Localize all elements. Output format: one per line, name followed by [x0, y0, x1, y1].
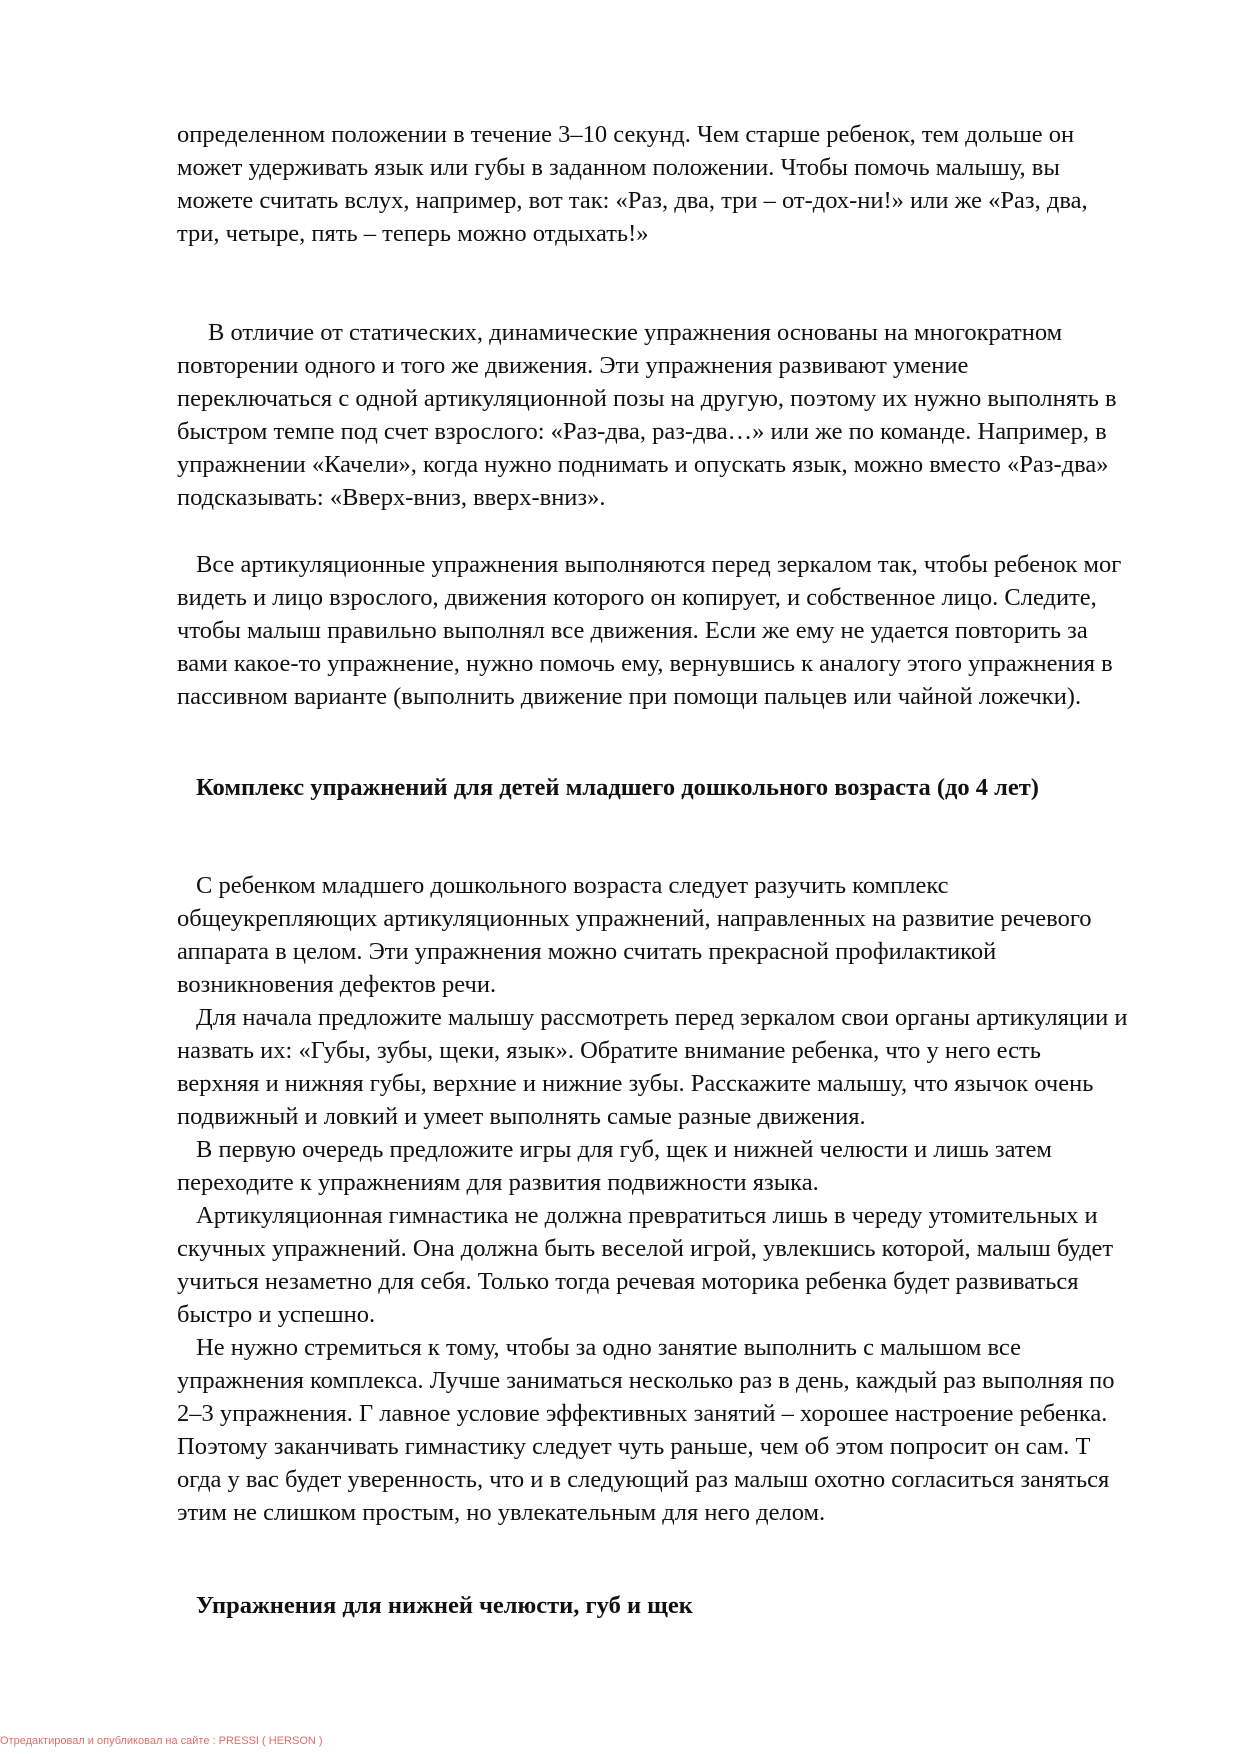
- text-line: вами какое-то упражнение, нужно помочь ему, вернувшись к аналогу этого упражнения в: [177, 650, 1113, 677]
- text-line: аппарата в целом. Эти упражнения можно считать прекрасной профилактикой: [177, 938, 997, 965]
- text-line: верхняя и нижняя губы, верхние и нижние зубы. Расскажите малышу, что язычок очень: [177, 1070, 1094, 1097]
- text-line: В первую очередь предложите игры для губ, щек и нижней челюсти и лишь затем: [196, 1136, 1052, 1163]
- text-line: пассивном варианте (выполнить движение при помощи пальцев или чайной ложечки).: [177, 683, 1082, 710]
- text-line: быстром темпе под счет взрослого: «Раз-два, раз-два…» или же по команде. Например, в: [177, 418, 1107, 445]
- text-line: скучных упражнений. Она должна быть веселой игрой, увлекшись которой, малыш будет: [177, 1235, 1114, 1262]
- text-line: подвижный и ловкий и умеет выполнять самые разные движения.: [177, 1103, 866, 1130]
- text-line: 2–3 упражнения. Г лавное условие эффективных занятий – хорошее настроение ребенка.: [177, 1400, 1108, 1427]
- paragraph-1: [177, 118, 1157, 250]
- text-line: С ребенком младшего дошкольного возраста следует разучить комплекс: [196, 872, 949, 899]
- section-heading-1: Комплекс упражнений для детей младшего дошкольного возраста (до 4 лет): [196, 774, 1039, 801]
- text-line: повторении одного и того же движения. Эти упражнения развивают умение: [177, 352, 969, 379]
- text-line: упражнения комплекса. Лучше заниматься несколько раз в день, каждый раз выполняя по: [177, 1367, 1115, 1394]
- text-line: В отличие от статических, динамические упражнения основаны на многократном: [208, 319, 1063, 346]
- text-line: упражнении «Качели», когда нужно поднимать и опускать язык, можно вместо «Раз-два»: [177, 451, 1109, 478]
- text-line: возникновения дефектов речи.: [177, 971, 497, 998]
- text-line: Артикуляционная гимнастика не должна превратиться лишь в череду утомительных и: [196, 1202, 1098, 1229]
- text-line: этим не слишком простым, но увлекательным для него делом.: [177, 1499, 826, 1526]
- footer-credit: Отредактировал и опубликовал на сайте : PRESSI ( HERSON ): [0, 1735, 323, 1747]
- text-line: может удерживать язык или губы в заданном положении. Чтобы помочь малышу, вы: [177, 154, 1060, 181]
- text-line: огда у вас будет уверенность, что и в следующий раз малыш охотно согласиться заняться: [177, 1466, 1110, 1493]
- text-line: Не нужно стремиться к тому, чтобы за одно занятие выполнить с малышом все: [196, 1334, 1021, 1361]
- paragraph-4: [177, 869, 1157, 1529]
- text-line: быстро и успешно.: [177, 1301, 376, 1328]
- text-line: определенном положении в течение 3–10 секунд. Чем старше ребенок, тем дольше он: [177, 121, 1075, 148]
- text-line: переходите к упражнениям для развития подвижности языка.: [177, 1169, 819, 1196]
- text-line: учиться незаметно для себя. Только тогда речевая моторика ребенка будет развиваться: [177, 1268, 1079, 1295]
- text-line: общеукрепляющих артикуляционных упражнений, направленных на развитие речевого: [177, 905, 1092, 932]
- text-line: назвать их: «Губы, зубы, щеки, язык». Обратите внимание ребенка, что у него есть: [177, 1037, 1041, 1064]
- text-line: Все артикуляционные упражнения выполняются перед зеркалом так, чтобы ребенок мог: [196, 551, 1122, 578]
- paragraph-2: [177, 316, 1157, 514]
- text-line: чтобы малыш правильно выполнял все движения. Если же ему не удается повторить за: [177, 617, 1088, 644]
- text-line: Для начала предложите малышу рассмотреть перед зеркалом свои органы артикуляции и: [196, 1004, 1128, 1031]
- section-heading-2: Упражнения для нижней челюсти, губ и щек: [196, 1592, 693, 1619]
- text-line: подсказывать: «Вверх-вниз, вверх-вниз».: [177, 484, 606, 511]
- text-line: можете считать вслух, например, вот так: «Раз, два, три – от-дох-ни!» или же «Раз, два,: [177, 187, 1088, 214]
- text-line: три, четыре, пять – теперь можно отдыхать!»: [177, 220, 649, 247]
- text-line: видеть и лицо взрослого, движения которого он копирует, и собственное лицо. Следите,: [177, 584, 1097, 611]
- text-line: переключаться с одной артикуляционной позы на другую, поэтому их нужно выполнять в: [177, 385, 1117, 412]
- paragraph-3: [177, 548, 1157, 713]
- text-line: Поэтому заканчивать гимнастику следует чуть раньше, чем об этом попросит он сам. Т: [177, 1433, 1091, 1460]
